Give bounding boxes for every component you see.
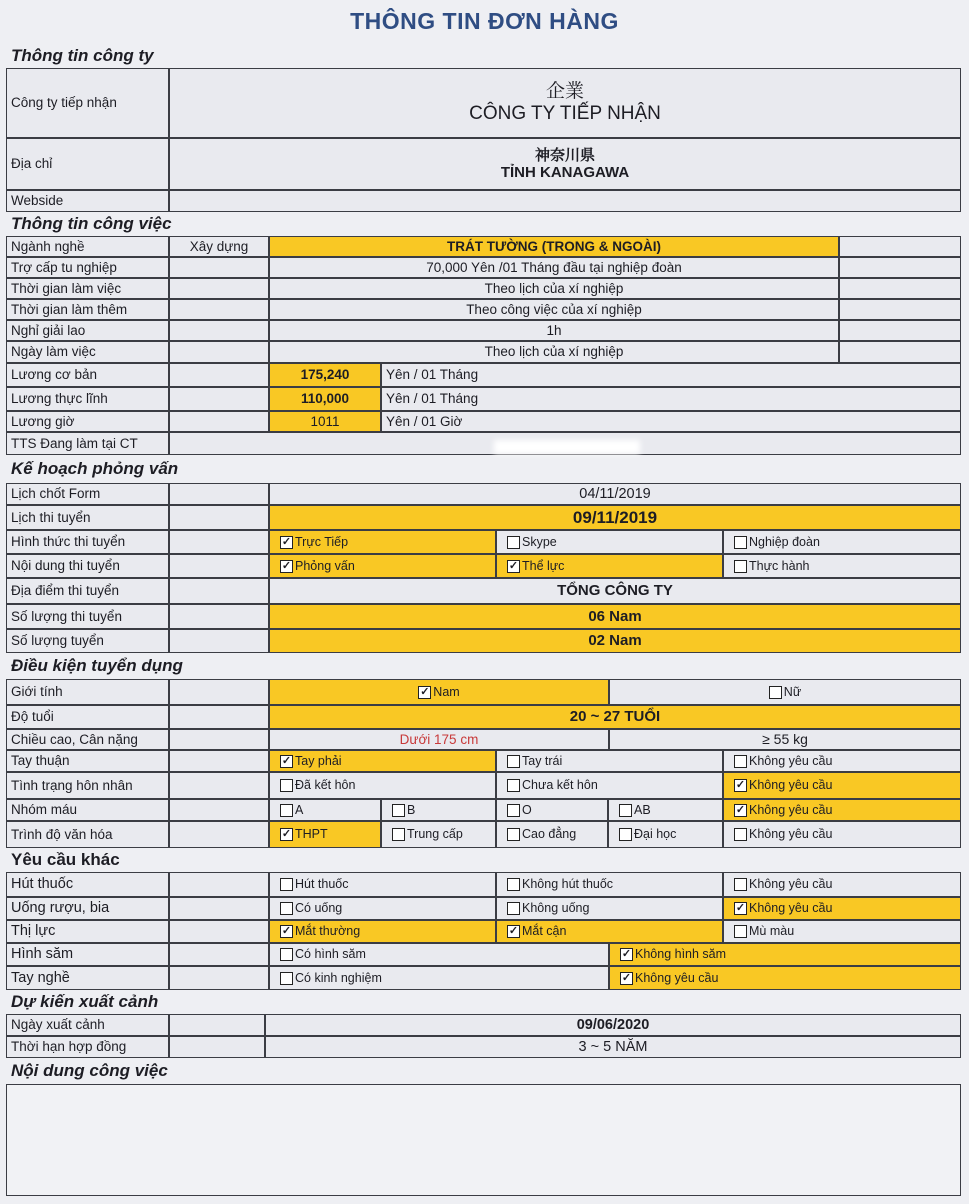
- marital-any[interactable]: [723, 772, 961, 799]
- allowance-spacer: [169, 257, 269, 278]
- checkbox-empty-icon: [280, 972, 293, 985]
- industry-empty: [839, 236, 961, 257]
- form-close-label: Lịch chốt Form: [6, 483, 169, 505]
- workdays-spacer: [169, 341, 269, 363]
- marital-spacer: [169, 772, 269, 799]
- exam-content-label: Nội dung thi tuyển: [6, 554, 169, 578]
- education-vocational-label: Trung cấp: [407, 827, 463, 842]
- gender-spacer: [169, 679, 269, 705]
- checkbox-empty-icon: [392, 804, 405, 817]
- exam-date-label: Lịch thi tuyển: [6, 505, 169, 530]
- industry-label: Ngành nghề: [6, 236, 169, 257]
- skill-experienced-label: Có kinh nghiệm: [295, 970, 382, 985]
- blood-o-label: O: [522, 802, 532, 817]
- exam-content-practice[interactable]: [723, 554, 961, 578]
- checkbox-empty-icon: [392, 828, 405, 841]
- smoking-yes-label: Hút thuốc: [295, 877, 349, 892]
- section-job-header: Thông tin công việc: [11, 214, 172, 233]
- marital-married[interactable]: [269, 772, 496, 799]
- gender-label: Giới tính: [6, 679, 169, 705]
- workdays-empty: [839, 341, 961, 363]
- blood-a[interactable]: [269, 799, 381, 821]
- gender-female[interactable]: [609, 679, 961, 705]
- checkbox-empty-icon: [507, 755, 520, 768]
- address-label: Địa chỉ: [6, 138, 169, 190]
- checkbox-checked-icon: [418, 686, 431, 699]
- industry-value: Xây dựng: [169, 236, 269, 257]
- drinking-yes-label: Có uống: [295, 901, 343, 916]
- education-any-label: Không yêu cầu: [749, 827, 833, 842]
- checkbox-checked-icon: [734, 804, 747, 817]
- checkbox-checked-icon: [620, 948, 633, 961]
- section-job-content-header: Nội dung công việc: [11, 1061, 168, 1080]
- height-weight-label: Chiều cao, Cân nặng: [6, 729, 169, 750]
- vision-spacer: [169, 920, 269, 943]
- blood-b-label: B: [407, 802, 416, 817]
- gender-female-label: Nữ: [783, 684, 802, 699]
- hand-any-label: Không yêu cầu: [749, 753, 833, 768]
- education-college[interactable]: [496, 821, 608, 848]
- work-time-spacer: [169, 278, 269, 299]
- checkbox-empty-icon: [734, 536, 747, 549]
- smoking-label: Hút thuốc: [6, 872, 169, 897]
- checkbox-empty-icon: [507, 828, 520, 841]
- hand-spacer: [169, 750, 269, 772]
- exam-count-value: 06 Nam: [269, 604, 961, 629]
- vision-normal-label: Mắt thường: [295, 924, 361, 939]
- section-interview-header: Kế hoạch phỏng vấn: [11, 459, 179, 478]
- work-time-value: Theo lịch của xí nghiệp: [269, 278, 839, 299]
- checkbox-empty-icon: [734, 878, 747, 891]
- checkbox-checked-icon: [507, 925, 520, 938]
- skill-label: Tay nghề: [6, 966, 169, 990]
- age-spacer: [169, 705, 269, 729]
- section-company-header: Thông tin công ty: [11, 46, 154, 65]
- blood-spacer: [169, 799, 269, 821]
- departure-date-label: Ngày xuất cảnh: [6, 1014, 169, 1036]
- skill-experienced[interactable]: [269, 966, 609, 990]
- exam-form-union[interactable]: [723, 530, 961, 554]
- marital-any-label: Không yêu cầu: [749, 778, 833, 793]
- gender-male-label: Nam: [433, 684, 460, 699]
- marital-married-label: Đã kết hôn: [295, 778, 356, 793]
- order-form: [6, 44, 961, 1204]
- checkbox-checked-icon: [620, 972, 633, 985]
- base-salary-value: 175,240: [269, 363, 381, 387]
- checkbox-empty-icon: [280, 902, 293, 915]
- drinking-spacer: [169, 897, 269, 920]
- blood-b[interactable]: [381, 799, 496, 821]
- form-close-spacer: [169, 483, 269, 505]
- hand-any[interactable]: [723, 750, 961, 772]
- blood-ab[interactable]: [608, 799, 723, 821]
- section-other-header: Yêu cầu khác: [11, 850, 120, 869]
- marital-single[interactable]: [496, 772, 723, 799]
- tattoo-no-label: Không hình săm: [635, 947, 727, 962]
- checkbox-empty-icon: [280, 948, 293, 961]
- tattoo-spacer: [169, 943, 269, 966]
- checkbox-empty-icon: [507, 779, 520, 792]
- exam-content-physical[interactable]: [496, 554, 723, 578]
- education-university-label: Đại học: [634, 827, 677, 842]
- industry-detail: TRÁT TƯỜNG (TRONG & NGOÀI): [269, 236, 839, 257]
- education-highschool[interactable]: [269, 821, 381, 848]
- checkbox-checked-icon: [734, 902, 747, 915]
- receiving-company-vn: CÔNG TY TIẾP NHẬN: [469, 103, 661, 124]
- blood-label: Nhóm máu: [6, 799, 169, 821]
- smoking-yes[interactable]: [269, 872, 496, 897]
- work-time-label: Thời gian làm việc: [6, 278, 169, 299]
- drinking-label: Uống rượu, bia: [6, 897, 169, 920]
- exam-form-spacer: [169, 530, 269, 554]
- exam-content-practice-label: Thực hành: [749, 558, 810, 573]
- gender-male[interactable]: [269, 679, 609, 705]
- education-spacer: [169, 821, 269, 848]
- tattoo-no[interactable]: [609, 943, 961, 966]
- vision-colorblind[interactable]: [723, 920, 961, 943]
- contract-value: 3 ~ 5 NĂM: [265, 1036, 961, 1058]
- vision-myopia[interactable]: [496, 920, 723, 943]
- hourly-value: 1011: [269, 411, 381, 432]
- education-vocational[interactable]: [381, 821, 496, 848]
- checkbox-checked-icon: [734, 779, 747, 792]
- age-value: 20 ~ 27 TUỔI: [269, 705, 961, 729]
- checkbox-empty-icon: [280, 779, 293, 792]
- checkbox-empty-icon: [619, 828, 632, 841]
- smoking-spacer: [169, 872, 269, 897]
- section-departure-header: Dự kiến xuất cảnh: [11, 992, 159, 1011]
- exam-location-label: Địa điểm thi tuyển: [6, 578, 169, 604]
- hire-count-spacer: [169, 629, 269, 653]
- checkbox-empty-icon: [619, 804, 632, 817]
- blood-a-label: A: [295, 802, 304, 817]
- exam-form-skype-label: Skype: [522, 534, 557, 549]
- checkbox-empty-icon: [507, 804, 520, 817]
- smoking-no-label: Không hút thuốc: [522, 877, 614, 892]
- hand-right-label: Tay phải: [295, 753, 342, 768]
- allowance-empty: [839, 257, 961, 278]
- checkbox-empty-icon: [734, 560, 747, 573]
- smoking-any[interactable]: [723, 872, 961, 897]
- checkbox-checked-icon: [280, 560, 293, 573]
- overtime-spacer: [169, 299, 269, 320]
- education-college-label: Cao đẳng: [522, 827, 577, 842]
- exam-form-direct-label: Trực Tiếp: [295, 534, 349, 549]
- checkbox-empty-icon: [280, 878, 293, 891]
- workdays-label: Ngày làm việc: [6, 341, 169, 363]
- tts-label: TTS Đang làm tại CT: [6, 432, 169, 455]
- break-label: Nghỉ giải lao: [6, 320, 169, 341]
- contract-spacer: [169, 1036, 265, 1058]
- checkbox-empty-icon: [734, 828, 747, 841]
- blood-o[interactable]: [496, 799, 608, 821]
- education-any[interactable]: [723, 821, 961, 848]
- blood-any-label: Không yêu cầu: [749, 802, 833, 817]
- smoking-no[interactable]: [496, 872, 723, 897]
- blood-ab-label: AB: [634, 802, 651, 817]
- checkbox-empty-icon: [507, 902, 520, 915]
- base-salary-spacer: [169, 363, 269, 387]
- net-salary-label: Lương thực lĩnh: [6, 387, 169, 411]
- receiving-company-label: Công ty tiếp nhận: [6, 68, 169, 138]
- tattoo-yes-label: Có hình săm: [295, 947, 366, 962]
- exam-date-spacer: [169, 505, 269, 530]
- age-label: Độ tuổi: [6, 705, 169, 729]
- departure-date-spacer: [169, 1014, 265, 1036]
- departure-date-value: 09/06/2020: [265, 1014, 961, 1036]
- smoking-any-label: Không yêu cầu: [749, 877, 833, 892]
- checkbox-empty-icon: [734, 755, 747, 768]
- hourly-spacer: [169, 411, 269, 432]
- education-label: Trình độ văn hóa: [6, 821, 169, 848]
- website-label: Webside: [6, 190, 169, 212]
- overtime-value: Theo công việc của xí nghiệp: [269, 299, 839, 320]
- blood-any[interactable]: [723, 799, 961, 821]
- vision-myopia-label: Mắt cận: [522, 924, 567, 939]
- base-salary-unit: Yên / 01 Tháng: [381, 363, 961, 387]
- hand-right[interactable]: [269, 750, 496, 772]
- exam-form-label: Hình thức thi tuyển: [6, 530, 169, 554]
- drinking-yes[interactable]: [269, 897, 496, 920]
- checkbox-empty-icon: [507, 536, 520, 549]
- skill-spacer: [169, 966, 269, 990]
- checkbox-empty-icon: [280, 804, 293, 817]
- drinking-no[interactable]: [496, 897, 723, 920]
- height-weight-spacer: [169, 729, 269, 750]
- checkbox-checked-icon: [280, 536, 293, 549]
- overtime-label: Thời gian làm thêm: [6, 299, 169, 320]
- exam-count-spacer: [169, 604, 269, 629]
- exam-location-spacer: [169, 578, 269, 604]
- exam-form-union-label: Nghiệp đoàn: [749, 534, 820, 549]
- marital-label: Tình trạng hôn nhân: [6, 772, 169, 799]
- exam-count-label: Số lượng thi tuyển: [6, 604, 169, 629]
- checkbox-checked-icon: [280, 828, 293, 841]
- redacted-area: [494, 440, 640, 454]
- height-value: Dưới 175 cm: [269, 729, 609, 750]
- page-title: THÔNG TIN ĐƠN HÀNG: [350, 8, 619, 34]
- contract-label: Thời hạn hợp đồng: [6, 1036, 169, 1058]
- allowance-value: 70,000 Yên /01 Tháng đầu tại nghiệp đoàn: [269, 257, 839, 278]
- drinking-any-label: Không yêu cầu: [749, 901, 833, 916]
- section-conditions-header: Điều kiện tuyển dụng: [11, 656, 183, 675]
- vision-label: Thị lực: [6, 920, 169, 943]
- net-salary-spacer: [169, 387, 269, 411]
- hand-left[interactable]: [496, 750, 723, 772]
- work-time-empty: [839, 278, 961, 299]
- break-empty: [839, 320, 961, 341]
- exam-content-interview-label: Phỏng vấn: [295, 558, 355, 573]
- hand-left-label: Tay trái: [522, 753, 563, 768]
- vision-normal[interactable]: [269, 920, 496, 943]
- receiving-company-value: [169, 68, 961, 138]
- drinking-no-label: Không uống: [522, 901, 590, 916]
- exam-content-interview[interactable]: [269, 554, 496, 578]
- exam-date-value: 09/11/2019: [269, 505, 961, 530]
- break-spacer: [169, 320, 269, 341]
- address-vn: TỈNH KANAGAWA: [500, 164, 630, 181]
- hire-count-label: Số lượng tuyển: [6, 629, 169, 653]
- exam-location-value: TỔNG CÔNG TY: [269, 578, 961, 604]
- hourly-label: Lương giờ: [6, 411, 169, 432]
- net-salary-value: 110,000: [269, 387, 381, 411]
- address-value: [169, 138, 961, 190]
- checkbox-empty-icon: [769, 686, 782, 699]
- marital-single-label: Chưa kết hôn: [522, 778, 598, 793]
- allowance-label: Trợ cấp tu nghiệp: [6, 257, 169, 278]
- weight-value: ≥ 55 kg: [609, 729, 961, 750]
- checkbox-empty-icon: [734, 925, 747, 938]
- education-highschool-label: THPT: [295, 827, 328, 842]
- break-value: 1h: [269, 320, 839, 341]
- address-jp: 神奈川県: [534, 146, 595, 164]
- exam-content-physical-label: Thể lực: [522, 558, 565, 573]
- hire-count-value: 02 Nam: [269, 629, 961, 653]
- website-value: [169, 190, 961, 212]
- checkbox-checked-icon: [280, 755, 293, 768]
- tattoo-label: Hình săm: [6, 943, 169, 966]
- drinking-any[interactable]: [723, 897, 961, 920]
- form-close-value: 04/11/2019: [269, 483, 961, 505]
- job-content-box: [6, 1084, 961, 1196]
- overtime-empty: [839, 299, 961, 320]
- exam-form-direct[interactable]: [269, 530, 496, 554]
- checkbox-checked-icon: [280, 925, 293, 938]
- skill-any[interactable]: [609, 966, 961, 990]
- base-salary-label: Lương cơ bản: [6, 363, 169, 387]
- net-salary-unit: Yên / 01 Tháng: [381, 387, 961, 411]
- hand-label: Tay thuận: [6, 750, 169, 772]
- tattoo-yes[interactable]: [269, 943, 609, 966]
- workdays-value: Theo lịch của xí nghiệp: [269, 341, 839, 363]
- receiving-company-jp: 企業: [545, 81, 584, 103]
- checkbox-empty-icon: [507, 878, 520, 891]
- checkbox-checked-icon: [507, 560, 520, 573]
- skill-any-label: Không yêu cầu: [635, 970, 719, 985]
- education-university[interactable]: [608, 821, 723, 848]
- vision-colorblind-label: Mù màu: [749, 924, 795, 939]
- exam-form-skype[interactable]: [496, 530, 723, 554]
- exam-content-spacer: [169, 554, 269, 578]
- hourly-unit: Yên / 01 Giờ: [381, 411, 961, 432]
